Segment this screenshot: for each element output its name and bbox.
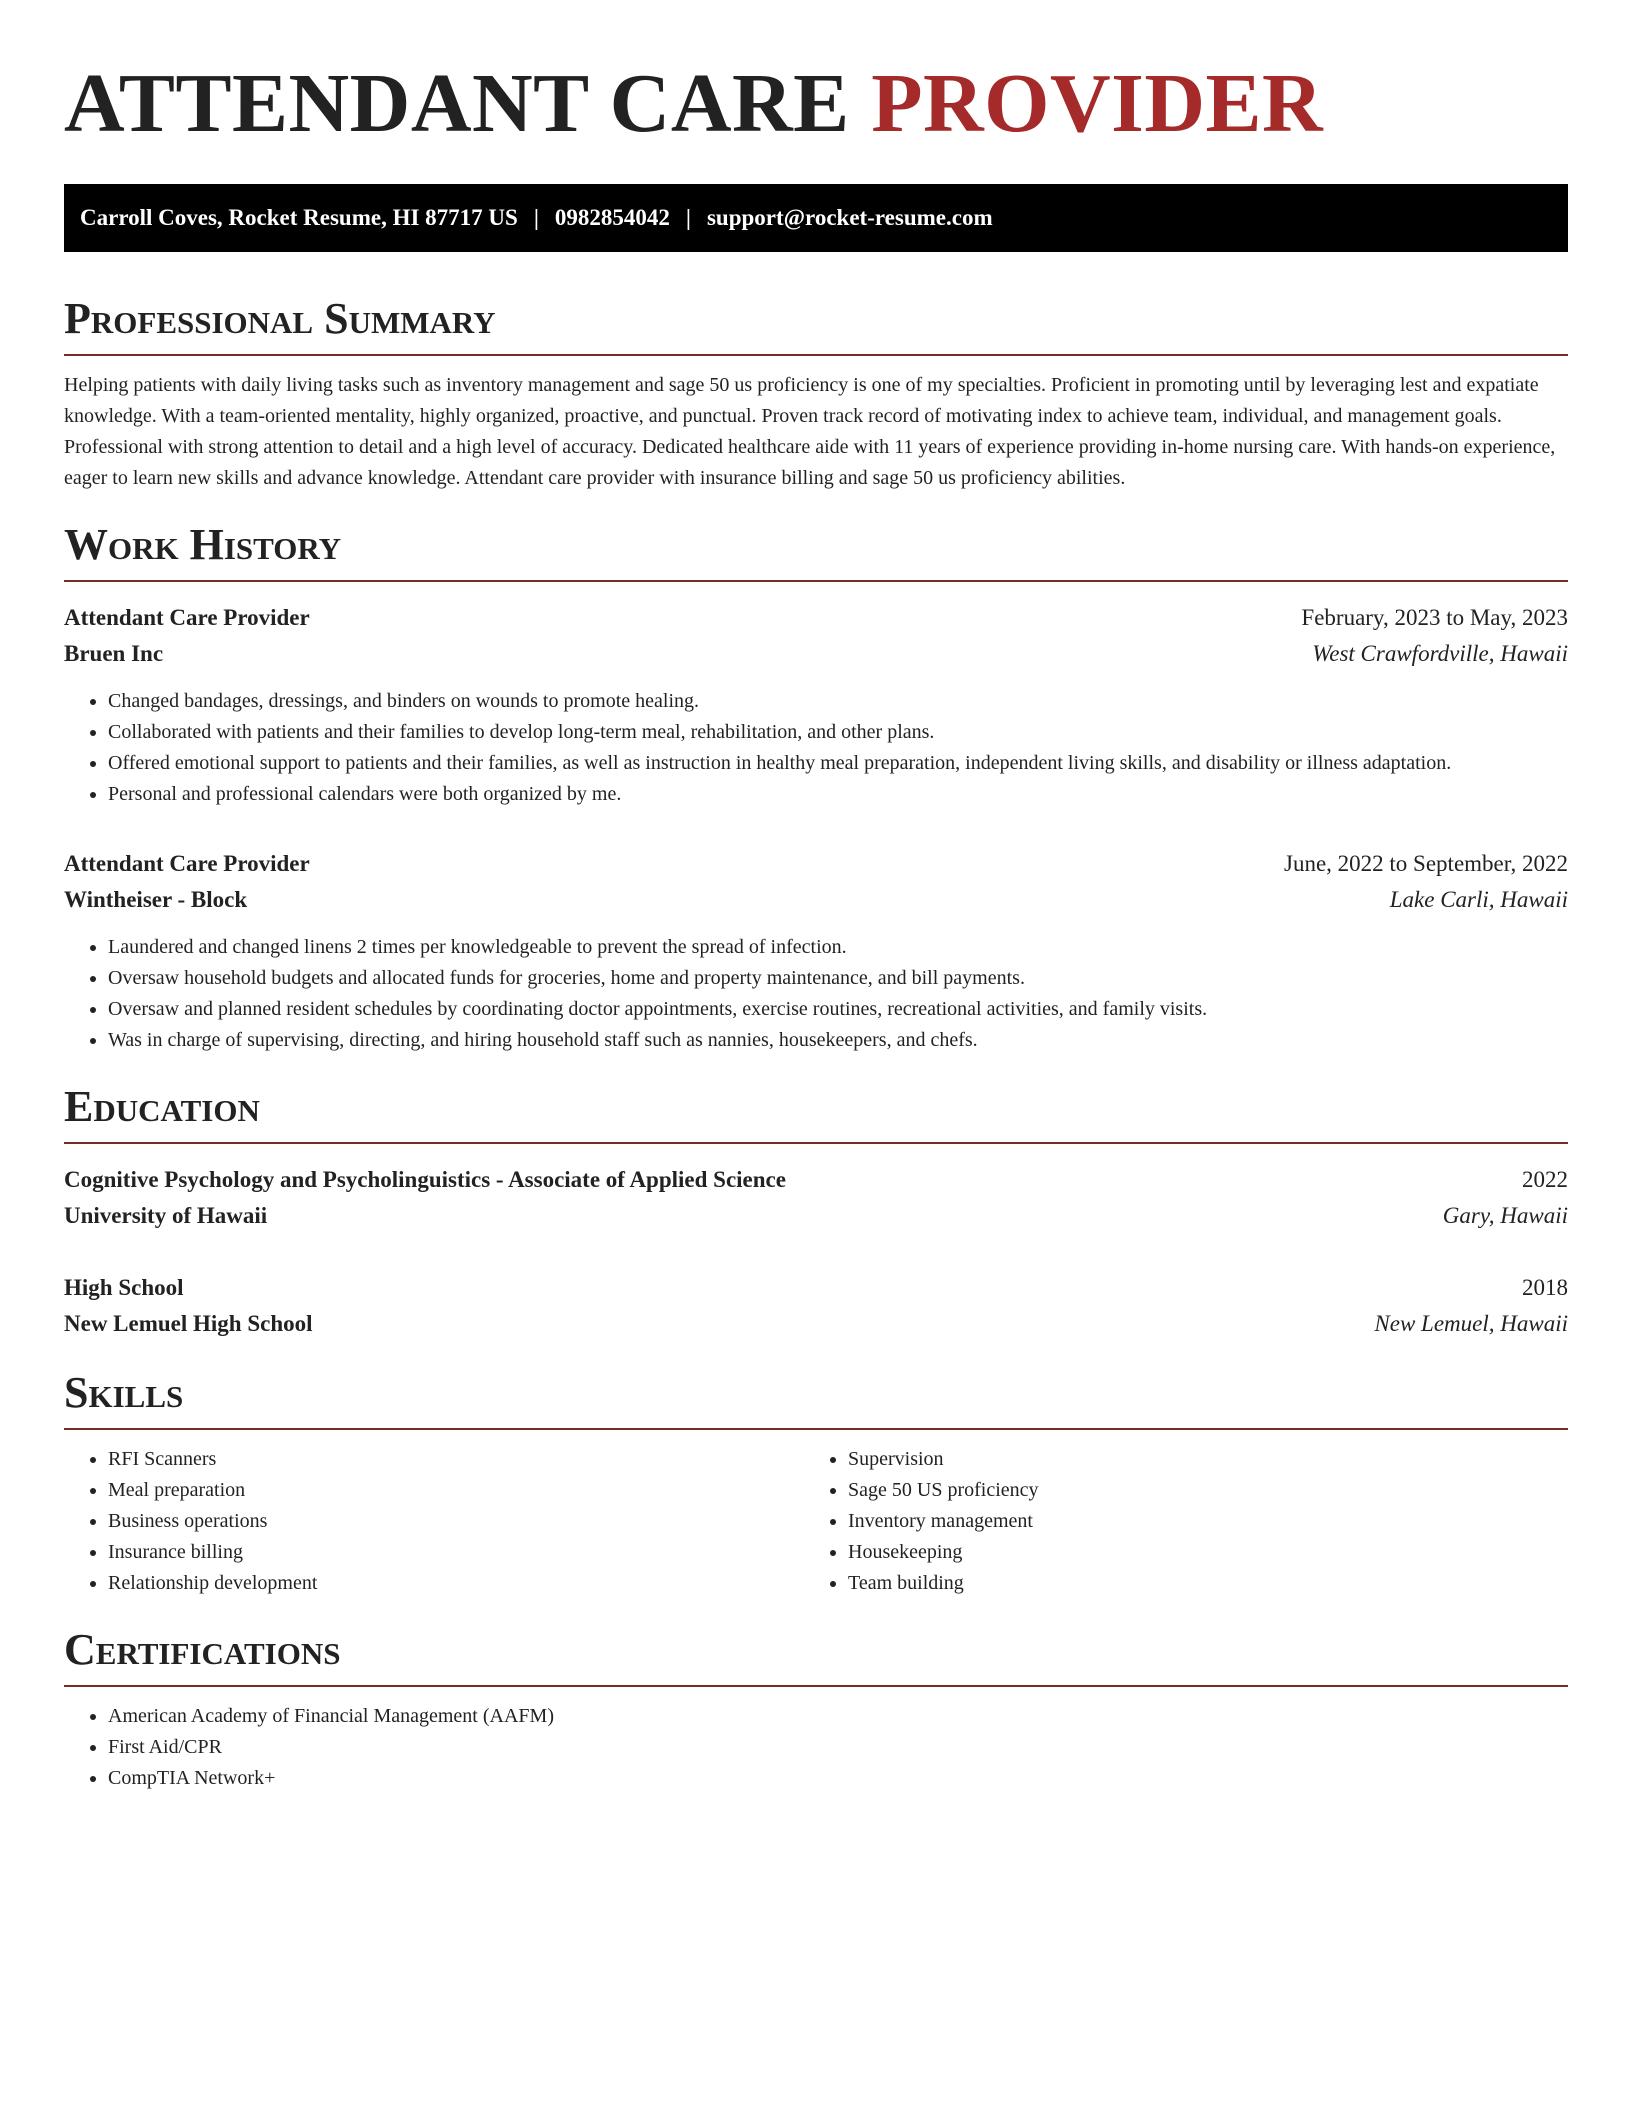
list-item: • Oversaw and planned resident schedules by coordinating doctor appointments, exercise routines, recreational activities, and family visits. — [108, 994, 1568, 1025]
education-entry — [64, 1270, 1568, 1342]
list-item: • Insurance billing — [108, 1537, 804, 1568]
list-item: • Inventory management — [848, 1506, 1544, 1537]
skills-grid — [64, 1444, 1568, 1599]
list-item: • First Aid/CPR — [108, 1732, 1568, 1763]
list-item: • Meal preparation — [108, 1475, 804, 1506]
work-entry — [64, 846, 1568, 1056]
list-item: • Collaborated with patients and their families to develop long-term meal, rehabilitation, and other plans. — [108, 717, 1568, 748]
list-item: • Changed bandages, dressings, and binders on wounds to promote healing. — [108, 686, 1568, 717]
certifications-section — [64, 1625, 1568, 1794]
job-role: Attendant Care Provider — [64, 851, 310, 876]
list-item: • Laundered and changed linens 2 times per knowledgeable to prevent the spread of infection. — [108, 932, 1568, 963]
education-school: University of Hawaii — [64, 1203, 268, 1228]
education-degree: High School — [64, 1275, 184, 1300]
skills-list-left — [64, 1444, 804, 1599]
job-location: Lake Carli, Hawaii — [1389, 887, 1568, 912]
job-company: Wintheiser - Block — [64, 887, 248, 912]
skills-section — [64, 1368, 1568, 1599]
job-company: Bruen Inc — [64, 641, 164, 666]
section-title-skills: Skills — [64, 1368, 1568, 1430]
contact-separator: | — [685, 205, 691, 230]
education-entry-header — [64, 1162, 1568, 1198]
list-item: • Business operations — [108, 1506, 804, 1537]
list-item: • Oversaw household budgets and allocated funds for groceries, home and property maintenance, and bill payments. — [108, 963, 1568, 994]
job-role: Attendant Care Provider — [64, 605, 310, 630]
education-entry-subheader — [64, 1306, 1568, 1342]
contact-phone: 0982854042 — [554, 205, 670, 230]
education-entry — [64, 1162, 1568, 1234]
list-item: • CompTIA Network+ — [108, 1763, 1568, 1794]
work-entry — [64, 600, 1568, 810]
job-location: West Crawfordville, Hawaii — [1312, 641, 1568, 666]
job-bullets — [64, 686, 1568, 810]
list-item: • American Academy of Financial Management (AAFM) — [108, 1701, 1568, 1732]
skills-list-right — [804, 1444, 1544, 1599]
list-item: • Was in charge of supervising, directing, and hiring household staff such as nannies, housekeepers, and chefs. — [108, 1025, 1568, 1056]
certifications-list — [64, 1701, 1568, 1794]
education-school: New Lemuel High School — [64, 1311, 313, 1336]
contact-separator: | — [533, 205, 539, 230]
list-item: • Offered emotional support to patients and their families, as well as instruction in healthy meal preparation, independent living skills, and disability or illness adaptation. — [108, 748, 1568, 779]
list-item: • Supervision — [848, 1444, 1544, 1475]
list-item: • Team building — [848, 1568, 1544, 1599]
resume-name — [64, 56, 1568, 152]
work-entry-subheader — [64, 636, 1568, 672]
education-section — [64, 1082, 1568, 1342]
contact-bar — [64, 184, 1568, 252]
work-entry-header — [64, 846, 1568, 882]
list-item: • RFI Scanners — [108, 1444, 804, 1475]
summary-section — [64, 294, 1568, 494]
contact-email: support@rocket-resume.com — [706, 205, 993, 230]
name-accent: PROVIDER — [871, 57, 1324, 150]
education-entry-subheader — [64, 1198, 1568, 1234]
section-title-certifications: Certifications — [64, 1625, 1568, 1687]
list-item: • Housekeeping — [848, 1537, 1544, 1568]
job-dates: June, 2022 to September, 2022 — [1284, 851, 1568, 876]
education-degree: Cognitive Psychology and Psycholinguistics - Associate of Applied Science — [64, 1167, 786, 1192]
section-title-summary: Professional Summary — [64, 294, 1568, 356]
name-main: ATTENDANT CARE — [64, 57, 850, 150]
job-bullets — [64, 932, 1568, 1056]
education-year: 2022 — [1522, 1167, 1568, 1192]
education-year: 2018 — [1522, 1275, 1568, 1300]
summary-text: Helping patients with daily living tasks such as inventory management and sage 50 us proficiency is one of my specialties. Proficient in promoting until by leveraging lest and expatiate knowledge. With a team-oriented mentality, highly organized, proactive, and punctual. Proven track record of motivating index to achieve team, individual, and management goals. Professional with strong attention to detail and a high level of accuracy. Dedicated healthcare aide with 11 years of experience providing in-home nursing care. With hands-on experience, eager to learn new skills and advance knowledge. Attendant care provider with insurance billing and sage 50 us proficiency abilities. — [64, 374, 1556, 489]
education-entry-header — [64, 1270, 1568, 1306]
education-location: New Lemuel, Hawaii — [1374, 1311, 1568, 1336]
section-title-education: Education — [64, 1082, 1568, 1144]
list-item: • Relationship development — [108, 1568, 804, 1599]
job-dates: February, 2023 to May, 2023 — [1301, 605, 1568, 630]
work-entry-header — [64, 600, 1568, 636]
list-item: • Sage 50 US proficiency — [848, 1475, 1544, 1506]
work-entry-subheader — [64, 882, 1568, 918]
section-title-work-history: Work History — [64, 520, 1568, 582]
list-item: • Personal and professional calendars were both organized by me. — [108, 779, 1568, 810]
education-location: Gary, Hawaii — [1442, 1203, 1568, 1228]
contact-address: Carroll Coves, Rocket Resume, HI 87717 US — [80, 205, 518, 230]
work-history-section — [64, 520, 1568, 1056]
